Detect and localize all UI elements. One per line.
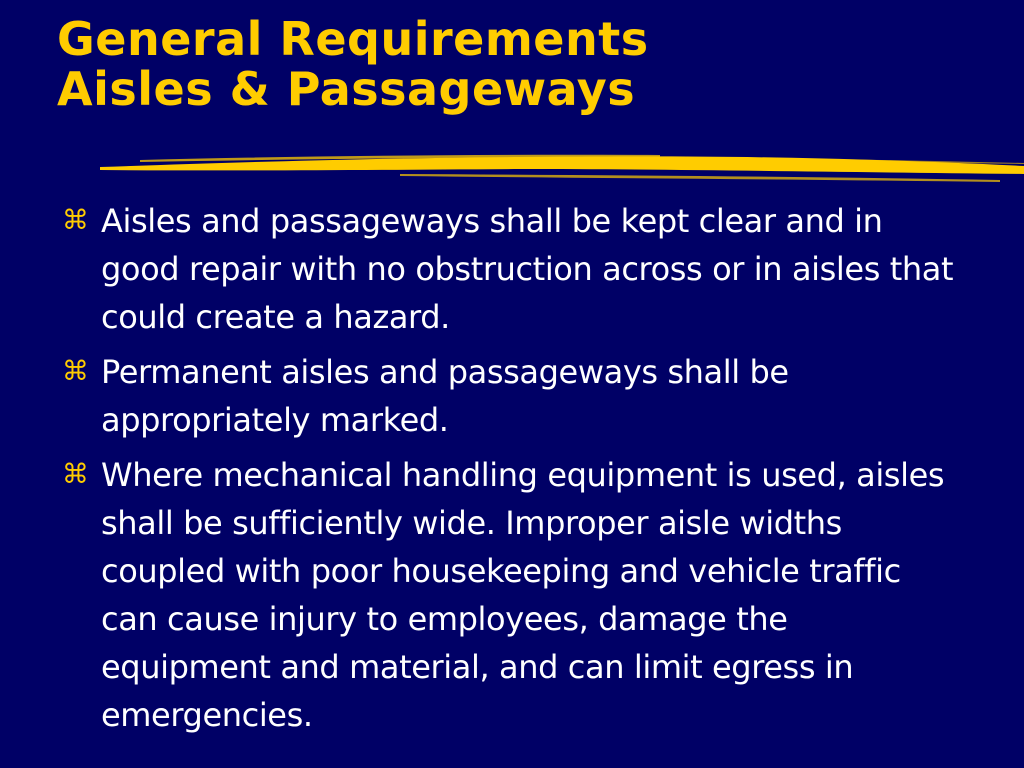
title-line-2: Aisles & Passageways [57, 62, 636, 116]
bullet-list [62, 197, 962, 746]
brush-stroke-underline [100, 150, 1024, 190]
command-key-icon: ⌘ [62, 205, 89, 236]
bullet-text: Where mechanical handling equipment is used, aisles shall be sufficiently wide. Improper aisle widths coupled with poor housekeeping and vehicle traffic can cause injury to employees, damage the equipment and material, and can limit egress in emergencies. [101, 456, 945, 734]
command-key-icon: ⌘ [62, 459, 89, 490]
bullet-item [62, 197, 962, 341]
bullet-item [62, 451, 962, 739]
slide-title [57, 14, 649, 114]
brush-stroke-streak-2 [400, 174, 1000, 182]
command-key-icon: ⌘ [62, 356, 89, 387]
bullet-text: Aisles and passageways shall be kept clear and in good repair with no obstruction across or in aisles that could create a hazard. [101, 202, 954, 336]
bullet-text: Permanent aisles and passageways shall be appropriately marked. [101, 353, 789, 439]
title-line-1: General Requirements [57, 12, 649, 66]
bullet-item [62, 348, 962, 444]
